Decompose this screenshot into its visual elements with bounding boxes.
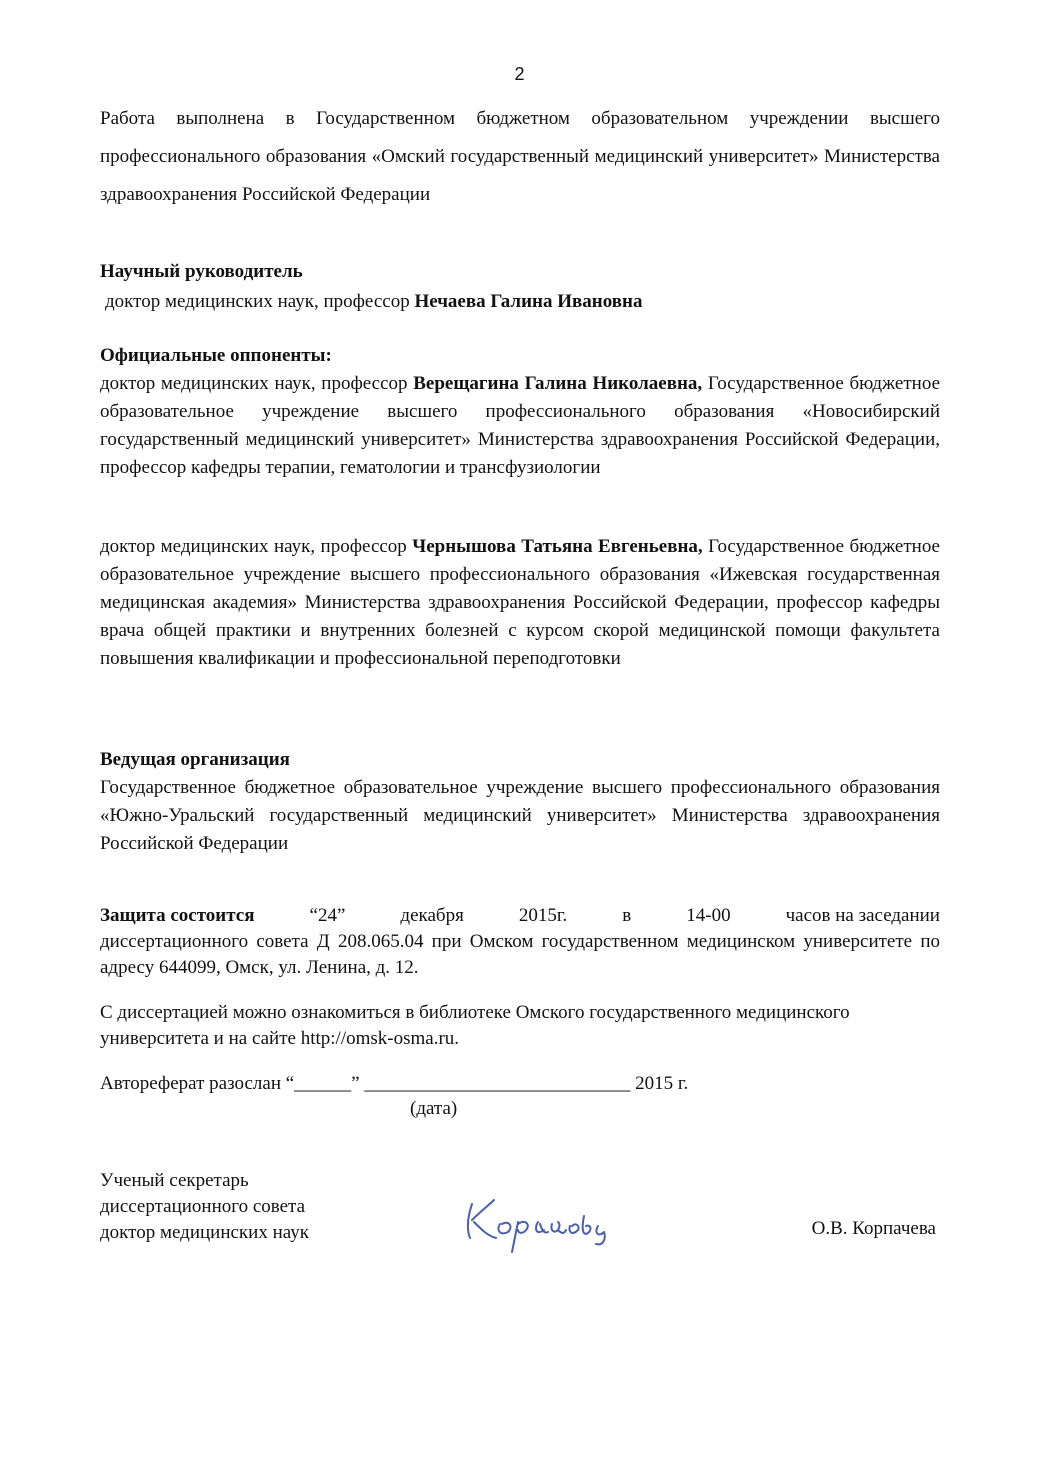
library-paragraph: С диссертацией можно ознакомиться в библиотеке Омского государственного медицинского университета и на сайте http://omsk-osma.ru. bbox=[100, 1002, 850, 1049]
supervisor-line bbox=[100, 287, 940, 317]
defense-time: 14-00 bbox=[686, 905, 731, 926]
opponent-2-section bbox=[100, 533, 940, 673]
supervisor-title: доктор медицинских наук, профессор bbox=[105, 291, 410, 312]
supervisor-name: Нечаева Галина Ивановна bbox=[414, 291, 643, 312]
opponent-2-name: Чернышова Татьяна Евгеньевна, bbox=[412, 536, 703, 557]
defense-day: “24” bbox=[309, 905, 346, 926]
handwritten-signature bbox=[460, 1186, 640, 1256]
opponent-1-text: Государственное бюджетное образовательное учреждение высшего профессионального образования «Новосибирский государственный медицинский университет» Министерства здравоохранения Российской Федерации, профессор кафедры терапии, гематологии и трансфузиологии bbox=[100, 373, 941, 478]
defense-first-line bbox=[100, 903, 940, 929]
defense-section bbox=[100, 903, 940, 981]
date-label: (дата) bbox=[410, 1098, 458, 1119]
supervisor-section bbox=[100, 257, 940, 317]
defense-at: в bbox=[622, 905, 632, 926]
sent-line: Автореферат разослан “______” ____________________________ 2015 г. bbox=[100, 1073, 689, 1094]
opponent-1-name: Верещагина Галина Николаевна, bbox=[413, 373, 703, 394]
opponent-2-text: Государственное бюджетное образовательное учреждение высшего профессионального образования «Ижевская государственная медицинская академия» Министерства здравоохранения Российской Федерации, профессор кафедры врача общей практики и внутренних болезней с курсом скорой медицинской помощи факультета повышения квалификации и профессиональной переподготовки bbox=[100, 536, 940, 669]
defense-label: Защита состоится bbox=[100, 905, 255, 926]
secretary-block bbox=[100, 1168, 309, 1246]
opponents-heading: Официальные оппоненты: bbox=[100, 345, 332, 366]
defense-text: диссертационного совета Д 208.065.04 при Омском государственном медицинском университете по адресу 644099, Омск, ул. Ленина, д. 12. bbox=[100, 931, 940, 978]
defense-year: 2015г. bbox=[518, 905, 568, 926]
leading-org-heading: Ведущая организация bbox=[100, 749, 290, 770]
secretary-line-3: доктор медицинских наук bbox=[100, 1222, 309, 1243]
defense-rest: часов на заседании bbox=[785, 905, 940, 926]
leading-org-text: Государственное бюджетное образовательное учреждение высшего профессионального образования «Южно-Уральский государственный медицинский университет» Министерства здравоохранения Российской Федерации bbox=[100, 777, 940, 854]
supervisor-heading: Научный руководитель bbox=[100, 261, 303, 282]
intro-paragraph: Работа выполнена в Государственном бюджетном образовательном учреждении высшего профессионального образования «Омский государственный медицинский университет» Министерства здравоохранения Российской Федерации bbox=[100, 108, 940, 205]
page-number: 2 bbox=[514, 64, 525, 84]
leading-org-section bbox=[100, 746, 940, 858]
secretary-line-2: диссертационного совета bbox=[100, 1196, 306, 1217]
opponent-2-title: доктор медицинских наук, профессор bbox=[100, 536, 407, 557]
defense-month: декабря bbox=[400, 905, 464, 926]
secretary-line-1: Ученый секретарь bbox=[100, 1170, 249, 1191]
secretary-name: О.В. Корпачева bbox=[811, 1218, 936, 1239]
opponent-1-title: доктор медицинских наук, профессор bbox=[100, 373, 408, 394]
opponent-1-section bbox=[100, 342, 940, 482]
